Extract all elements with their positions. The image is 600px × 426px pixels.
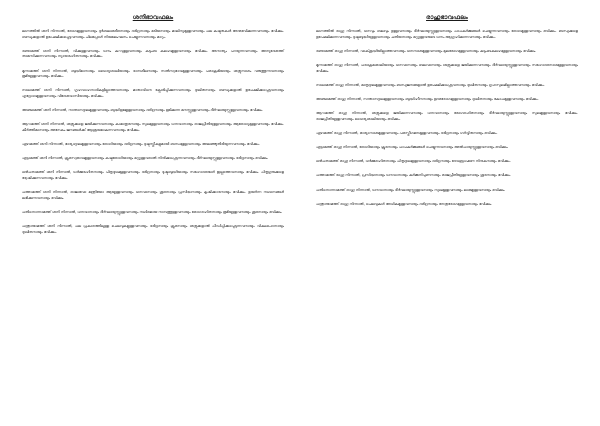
right-column: [316, 14, 578, 216]
left-paragraph: രണ്ടാമത്ത് ശനി നിന്നാൽ, വിക്കുള്ളവനായും ധനം കുറവുള്ളവനായും കുടുംബ കലഹമുള്ളവനായും ഭവിക്കും. അസത്യം പറയുന്നവനായും അന്യദേശത്ത് താമസിക്കുന്നവനായും ന്യായരഹിതനായും ഭവിക്കും.: [22, 48, 284, 59]
left-paragraph: ഏഴാമത്ത് ശനി നിന്നാൽ, ഭാര്യാദുഃഖമുള്ളവനായും രോഗിയായും ദരിദ്രനായും ദുഷ്ടസ്ത്രീകളുമായി ബന്ധമുള്ളവനായും അലഞ്ഞുതിരിയുന്നവനായും ഭവിക്കും.: [22, 142, 260, 147]
right-paragraph: ആറാമത്ത് രാഹു നിന്നാൽ, ശത്രുക്കളെ ജയിക്കുന്നവനായും ധനവാനായും രോഗരഹിതനായും ദീർഘായുസ്സുള്ളവനായും സുഖമുള്ളവനായും ഭവിക്കും. രാജപ്രീതിയുള്ളവനായും ധൈര്യശാലിയായും ഭവിക്കും.: [316, 111, 578, 121]
left-paragraph: ലഗ്നത്തിൽ ശനി നിന്നാൽ, രോഗമുള്ളവനായും ദുർബലശരീരനായും ദരിദ്രനായും മടിയനായും മാലിന്യമുള്ളവനായും പല കഷ്ടതകൾ അനുഭവിക്കുന്നവനായും ഭവിക്കും. ബന്ധുക്കളാൽ ഉപേക്ഷിക്കപ്പെട്ടവനായും ചിലപ്പോൾ നിയമലംഘനം ചെയ്യുന്നവനായും മാറും.: [22, 29, 284, 39]
right-paragraph: പന്ത്രണ്ടാമത്ത് രാഹു നിന്നാൽ, ചെലവുകൾ അധികമുള്ളവനായും ദരിദ്രനായും നേത്രരോഗമുള്ളവനായും ഭവിക്കും.: [316, 201, 493, 206]
right-paragraph: മൂന്നാമത്ത് രാഹു നിന്നാൽ, പരാക്രമശാലിയായും ധനവാനായും ബലവാനായും ശത്രുക്കളെ ജയിക്കുന്നവനായും ദീർഘായുസ്സുള്ളവനായും സഹോദരനാശമുള്ളവനായും ഭവിക്കും.: [316, 62, 578, 73]
right-paragraph: പത്താമത്ത് രാഹു നിന്നാൽ, പ്രസിദ്ധനായും ധനവാനായും കർമ്മനിപുണനായും രാജപ്രീതിയുള്ളവനായും ശൂരനായും ഭവിക്കും.: [316, 173, 511, 178]
left-paragraph: ഒൻപതാമത്ത് ശനി നിന്നാൽ, ധർമ്മരഹിതനായും പിതൃദുഃഖമുള്ളവനായും ദരിദ്രനായും ദുഷ്ടബുദ്ധിയായും സഹോദരന്മാർ ഇല്ലാത്തവനായും ഭവിക്കും. പിതൃഗുരുക്കളെ ദ്വേഷിക്കുന്നവനായും ഭവിക്കും.: [22, 170, 284, 181]
left-paragraph: പത്താമത്ത് ശനി നിന്നാൽ, രാജാവോ മന്ത്രിയോ ആയുള്ളവനായും ധനവാനായും ശൂരനായും പ്രസിദ്ധനായും കൃഷിക്കാരനായും ഭവിക്കും. ഉയർന്ന സ്ഥാനങ്ങൾ ലഭിക്കുന്നവനായും ഭവിക്കും.: [22, 190, 284, 200]
left-column: [22, 14, 284, 244]
right-paragraph: പതിനൊന്നാമത്ത് രാഹു നിന്നാൽ, ധനവാനായും ദീർഘായുസ്സുള്ളവനായും സുഖമുള്ളവനായും ലാഭമുള്ളവനായും ഭവിക്കും.: [316, 187, 506, 192]
left-paragraph: ആറാമത്ത് ശനി നിന്നാൽ, ശത്രുക്കളെ ജയിക്കുന്നവനായും കാമാതുരനായും സുഖമുള്ളവനായും ധനവാനായും രാജപ്രീതിയുള്ളവനായും ആരോഗ്യമുള്ളവനായും ഭവിക്കും. കീർത്തിമാനായും അനേകം ജനങ്ങൾക്ക് ആശ്രയമാകുന്നവനായും ഭവിക്കും.: [22, 122, 284, 132]
left-paragraph: മൂന്നാമത്ത് ശനി നിന്നാൽ, ബുദ്ധിമാനായും ധൈര്യശാലിയായും ദാനശീലനായും സൽസ്വഭാവമുള്ളവനായും പരാക്രമിയായും ശത്രുനാശം വരുത്തുന്നവനായും ഭൂമിയുള്ളവനായും ഭവിക്കും.: [22, 68, 284, 79]
left-column-title: ശനിഭാവഫലം: [132, 14, 174, 21]
left-paragraph: അഞ്ചാമത്ത് ശനി നിന്നാൽ, സന്താനദുഃഖമുള്ളവനായും ബുദ്ധിഭ്രമമുള്ളവനായും ദരിദ്രനായും ഭ്രമിക്കുന്ന മനസ്സുള്ളവനായും ദീർഘായുസ്സുള്ളവനായും ഭവിക്കും.: [22, 108, 264, 113]
right-paragraph: ഏഴാമത്ത് രാഹു നിന്നാൽ, ഭാര്യാനാശമുള്ളവനായും പരസ്ത്രീഗമനമുള്ളവനായും ദരിദ്രനായും ഗർവ്വിതനായും ഭവിക്കും.: [316, 130, 498, 135]
right-column-title: രാഹുഭാവഫലം: [426, 14, 468, 21]
right-paragraph: നാലാമത്ത് രാഹു നിന്നാൽ, മാതൃദുഃഖമുള്ളവനായും ബന്ധുജനങ്ങളാൽ ഉപേക്ഷിക്കപ്പെട്ടവനായും ദുഃഖിതനായും ഗൃഹസുഖമില്ലാത്തവനായും ഭവിക്കും.: [316, 82, 545, 87]
right-paragraph: അഞ്ചാമത്ത് രാഹു നിന്നാൽ, സന്താനദുഃഖമുള്ളവനായും ബുദ്ധിഹീനനായും ഉദരരോഗമുള്ളവനായും ദുഃഖിതനായും കോപമുള്ളവനായും ഭവിക്കും.: [316, 96, 539, 101]
right-paragraph: രണ്ടാമത്ത് രാഹു നിന്നാൽ, വാക്ശുദ്ധിയില്ലാത്തവനായും ധനനാശമുള്ളവനായും മുഖരോഗമുള്ളവനായും കുടുംബകലഹമുള്ളവനായും ഭവിക്കും.: [316, 48, 537, 53]
right-paragraph: ലഗ്നത്തിൽ രാഹു നിന്നാൽ, ധനവും ബലവും ഉള്ളവനായും ദീർഘായുസ്സുള്ളവനായും പാപകർമ്മങ്ങൾ ചെയ്യുന്നവനായും രോഗമുള്ളവനായും ഭവിക്കും. ബന്ധുക്കളെ ഉപേക്ഷിക്കുന്നവനായും ദുഷ്ടബുദ്ധിയുള്ളവനായും ചതിയനായും മറ്റുള്ളവരുടെ ധനം ആഗ്രഹിക്കുന്നവനായും ഭവിക്കും.: [316, 29, 578, 39]
left-paragraph: പന്ത്രണ്ടാമത്ത് ശനി നിന്നാൽ, പല പ്രകാരത്തിലുള്ള ചെലവുകളുള്ളവനായും ദരിദ്രനായും ക്രൂരനായും ശത്രുക്കളാൽ പീഡിപ്പിക്കപ്പെടുന്നവനായും വികലാംഗനായും ദുഃഖിതനായും ഭവിക്കും.: [22, 224, 284, 234]
left-paragraph: നാലാമത്ത് ശനി നിന്നാൽ, ഗൃഹവാഹനാദികളില്ലാത്തവനായും മാതാവിനെ ക്ലേശിപ്പിക്കുന്നവനായും ദുഃഖിതനായും ബന്ധുക്കളാൽ ഉപേക്ഷിക്കപ്പെട്ടവനായും ഹൃദ്രോഗമുള്ളവനായും വിദേശവാസിയായും ഭവിക്കും.: [22, 88, 284, 98]
right-paragraph: എട്ടാമത്ത് രാഹു നിന്നാൽ, രോഗിയായും ക്രൂരനായും പാപകർമ്മങ്ങൾ ചെയ്യുന്നവനായും അൽപായുസ്സുള്ളവനായും ഭവിക്കും.: [316, 145, 509, 150]
right-paragraph: ഒൻപതാമത്ത് രാഹു നിന്നാൽ, ധർമ്മരഹിതനായും പിതൃദുഃഖമുള്ളവനായും ദരിദ്രനായും ദേവബ്രാഹ്മണ നിന്ദകനായും ഭവിക്കും.: [316, 159, 511, 164]
left-paragraph: എട്ടാമത്ത് ശനി നിന്നാൽ, ക്രൂരസ്വഭാവമുള്ളവനായും കുഷ്ഠരോഗിയായും മറ്റുള്ളവരാൽ നിന്ദിക്കപ്പെടുന്നവനായും ദീർഘായുസ്സുള്ളവനായും ദരിദ്രനായും ഭവിക്കും.: [22, 156, 269, 161]
left-paragraph: പതിനൊന്നാമത്ത് ശനി നിന്നാൽ, ധനവാനായും ദീർഘായുസ്സുള്ളവനായും സ്ഥിരമായ സമ്പത്തുള്ളവനായും രോഗരഹിതനായും ഭൂമിയുള്ളവനായും ശൂരനായും ഭവിക്കും.: [22, 210, 283, 215]
